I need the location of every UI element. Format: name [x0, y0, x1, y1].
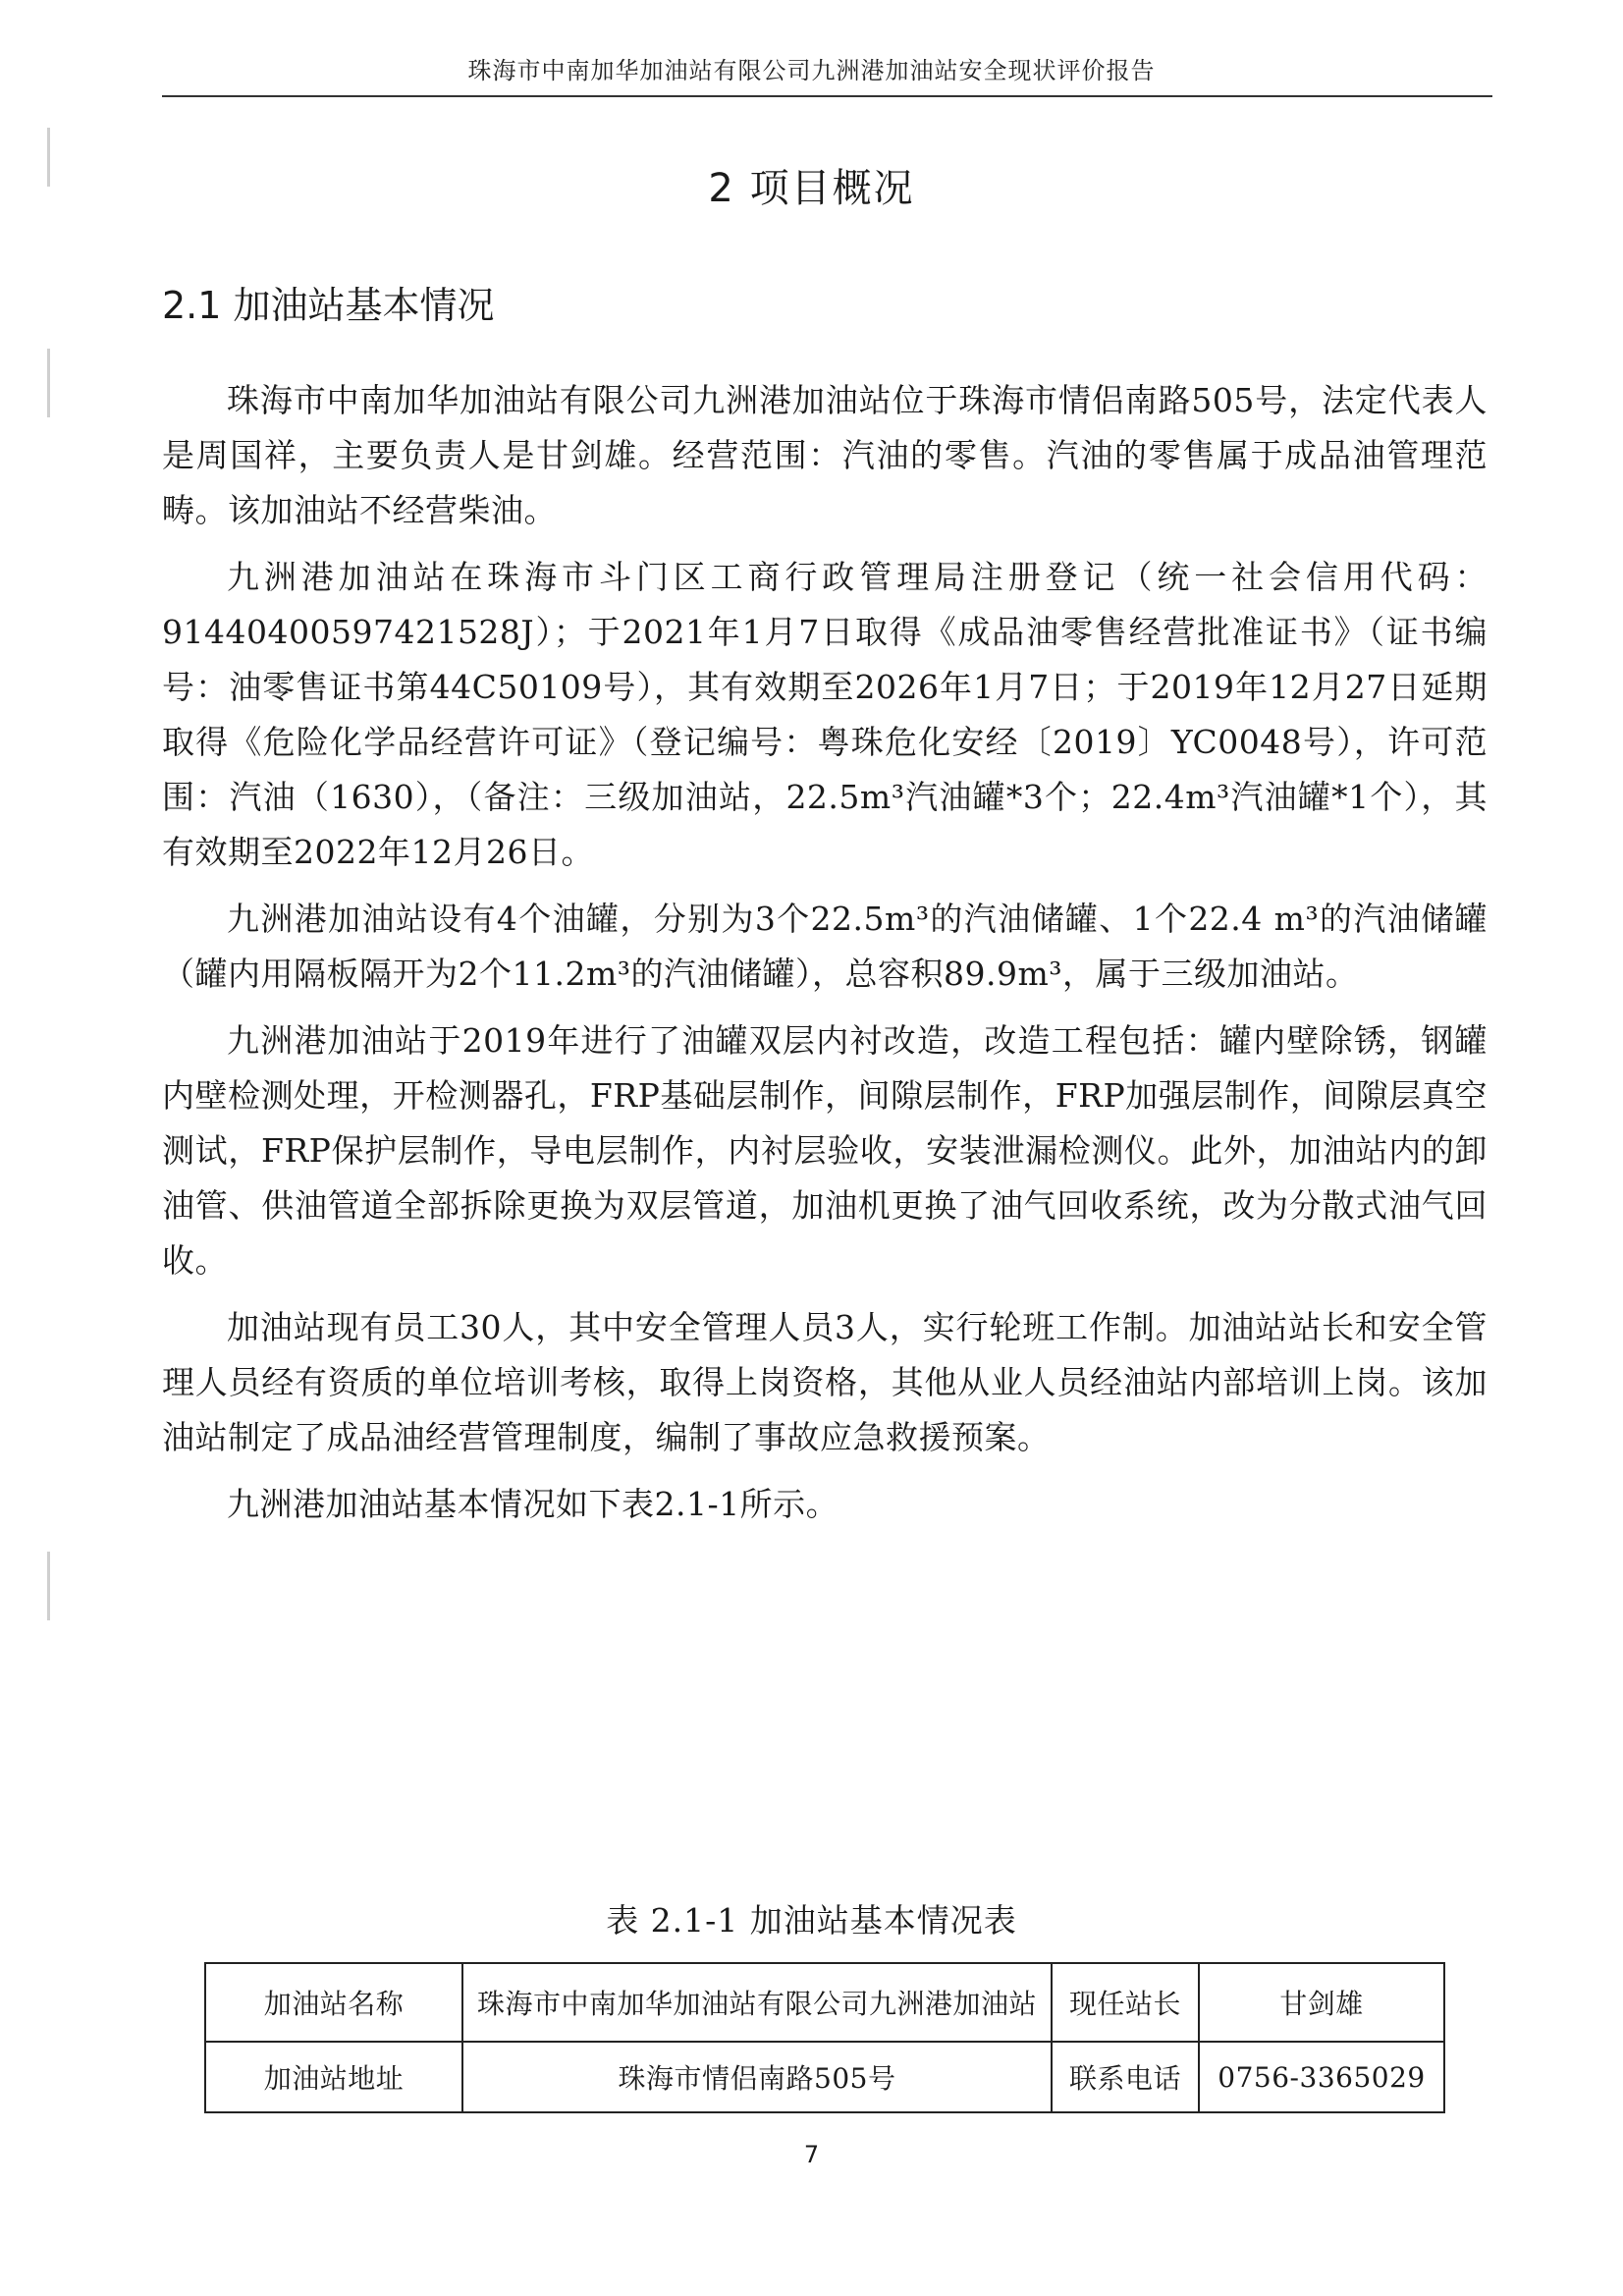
table-cell-label: 联系电话 [1052, 2042, 1199, 2112]
paragraph: 九洲港加油站在珠海市斗门区工商行政管理局注册登记（统一社会信用代码：91440400597421528J）；于2021年1月7日取得《成品油零售经营批准证书》（证书编号：油零售证书第44C50109号），其有效期至2026年1月7日；于2019年12月27日延期取得《危险化学品经营许可证》（登记编号：粤珠危化安经〔2019〕YC0048号），许可范围：汽油（1630），（备注：三级加油站，22.5m³汽油罐*3个；22.4m³汽油罐*1个），其有效期至2022年12月26日。 [162, 558, 1488, 871]
paragraph: 九洲港加油站基本情况如下表2.1-1所示。 [227, 1485, 839, 1523]
scan-edge-mark [47, 1552, 60, 1620]
scan-edge-mark [47, 349, 60, 417]
table-cell-label: 现任站长 [1052, 1963, 1199, 2042]
section-title: 2.1 加油站基本情况 [162, 284, 495, 327]
table-cell-value: 0756-3365029 [1199, 2042, 1444, 2112]
paragraph: 九洲港加油站于2019年进行了油罐双层内衬改造，改造工程包括：罐内壁除锈，钢罐内壁检测处理，开检测器孔，FRP基础层制作，间隙层制作，FRP加强层制作，间隙层真空测试，FRP保护层制作，导电层制作，内衬层验收，安装泄漏检测仪。此外，加油站内的卸油管、供油管道全部拆除更换为双层管道，加油机更换了油气回收系统，改为分散式油气回收。 [162, 1021, 1488, 1280]
table-row [205, 1963, 1444, 2042]
table-cell-label: 加油站名称 [205, 1963, 462, 2042]
table-row [205, 2042, 1444, 2112]
paragraph: 九洲港加油站设有4个油罐，分别为3个22.5m³的汽油储罐、1个22.4 m³的汽油储罐（罐内用隔板隔开为2个11.2m³的汽油储罐），总容积89.9m³，属于三级加油站。 [162, 900, 1488, 993]
chapter-title: 2 项目概况 [708, 166, 915, 211]
page-number: 7 [803, 2141, 820, 2168]
table-cell-value: 珠海市中南加华加油站有限公司九洲港加油站 [462, 1963, 1052, 2042]
running-header: 珠海市中南加华加油站有限公司九洲港加油站安全现状评价报告 [467, 57, 1156, 84]
table-cell-value: 甘剑雄 [1199, 1963, 1444, 2042]
table-cell-label: 加油站地址 [205, 2042, 462, 2112]
station-info-table [204, 1962, 1445, 2113]
table-cell-value: 珠海市情侣南路505号 [462, 2042, 1052, 2112]
header-divider [162, 95, 1492, 97]
table-caption: 表 2.1-1 加油站基本情况表 [606, 1901, 1017, 1940]
paragraph: 珠海市中南加华加油站有限公司九洲港加油站位于珠海市情侣南路505号，法定代表人是周国祥，主要负责人是甘剑雄。经营范围：汽油的零售。汽油的零售属于成品油管理范畴。该加油站不经营柴油。 [162, 381, 1488, 529]
paragraph: 加油站现有员工30人，其中安全管理人员3人，实行轮班工作制。加油站站长和安全管理人员经有资质的单位培训考核，取得上岗资格，其他从业人员经油站内部培训上岗。该加油站制定了成品油经营管理制度，编制了事故应急救援预案。 [162, 1308, 1488, 1456]
body-text [162, 373, 1488, 1544]
